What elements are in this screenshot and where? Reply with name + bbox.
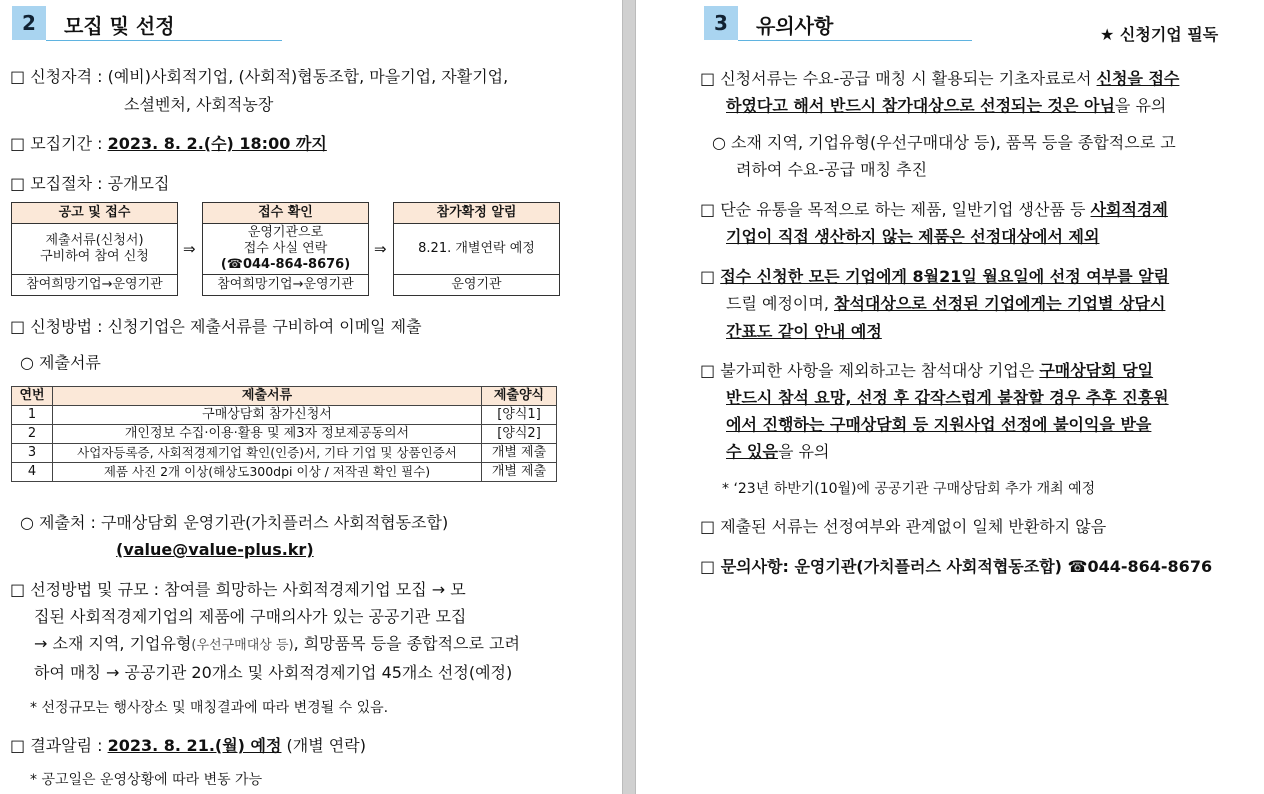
flow-step-1 — [11, 202, 178, 296]
docs-label: ○ 제출서류 — [20, 353, 101, 372]
table-cell: 제품 사진 2개 이상(해상도300dpi 이상 / 저작권 확인 필수) — [53, 463, 482, 482]
flow-step-2 — [202, 202, 369, 296]
note-item-4-line3: 에서 진행하는 구매상담회 등 지원사업 선정에 불이익을 받을 — [726, 415, 1152, 434]
selection-line4: 하여 매칭 → 공공기관 20개소 및 사회적경제기업 45개소 선정(예정) — [34, 663, 513, 682]
page-gutter — [622, 0, 636, 794]
method-line: □ 신청방법 : 신청기업은 제출서류를 구비하여 이메일 제출 — [10, 317, 422, 336]
selection-line1: □ 선정방법 및 규모 : 참여를 희망하는 사회적경제기업 모집 → 모 — [10, 580, 466, 599]
table-cell: 3 — [12, 444, 53, 463]
period-line — [10, 131, 327, 154]
note-text: 을 유의 — [777, 442, 830, 461]
table-row — [12, 463, 557, 482]
submit-to-line: ○ 제출처 : 구매상담회 운영기관(가치플러스 사회적협동조합) — [20, 513, 449, 532]
flow-step-3-header: 참가확정 알림 — [394, 203, 559, 224]
selection-line3-b: (우선구매대상 등) — [191, 638, 294, 653]
flow-step-3-body — [394, 223, 559, 274]
flow-step-3-body-line: 8.21. 개별연락 예정 — [418, 240, 535, 256]
note-emphasis: 사회적경제 — [1090, 200, 1168, 219]
note-item-3-line3: 간표도 같이 안내 예정 — [726, 322, 882, 341]
flow-step-2-body — [203, 223, 368, 274]
procedure-line: □ 모집절차 : 공개모집 — [10, 174, 170, 193]
note-item-1-line1 — [700, 66, 1179, 89]
result-note: * 공고일은 운영상황에 따라 변동 가능 — [30, 772, 263, 788]
table-cell: [양식2] — [482, 425, 557, 444]
flow-arrow: ⇒ — [374, 240, 387, 258]
note-emphasis: 구매상담회 당일 — [1039, 361, 1154, 380]
note-item-1-line2 — [726, 93, 1166, 116]
right-page — [636, 0, 1264, 794]
table-cell: 개별 제출 — [482, 444, 557, 463]
submit-email: (value@value-plus.kr) — [116, 540, 314, 559]
flow-step-1-header: 공고 및 접수 — [12, 203, 177, 224]
selection-line2: 집된 사회적경제기업의 제품에 구매의사가 있는 공공기관 모집 — [34, 607, 467, 626]
eligibility-line1: □ 신청자격 : (예비)사회적기업, (사회적)협동조합, 마을기업, 자활기업, — [10, 67, 509, 86]
note-text: □ — [700, 267, 721, 286]
note-emphasis: 참석대상으로 선정된 기업에게는 기업별 상담시 — [834, 294, 1166, 313]
result-value: 2023. 8. 21.(월) 예정 — [107, 736, 282, 755]
flow-step-1-body-line: 제출서류(신청서) — [45, 232, 144, 248]
table-cell: 구매상담회 참가신청서 — [53, 406, 482, 425]
note-item-6-contact: □ 문의사항: 운영기관(가치플러스 사회적협동조합) ☎044-864-8676 — [700, 557, 1213, 576]
selection-line3 — [34, 631, 520, 654]
table-cell: 4 — [12, 463, 53, 482]
documents-table — [11, 386, 557, 482]
table-cell: 개인정보 수집·이용·활용 및 제3자 정보제공동의서 — [53, 425, 482, 444]
left-page — [0, 0, 622, 794]
period-label: □ 모집기간 : — [10, 134, 108, 153]
note-item-3-line1 — [700, 264, 1169, 287]
table-cell: 개별 제출 — [482, 463, 557, 482]
table-row — [12, 406, 557, 425]
note-item-4-footnote: * ‘23년 하반기(10월)에 공공기관 구매상담회 추가 개최 예정 — [722, 481, 1096, 497]
table-cell: 1 — [12, 406, 53, 425]
section-number: 3 — [704, 6, 738, 40]
eligibility-line2: 소셜벤처, 사회적농장 — [124, 95, 274, 114]
table-row — [12, 425, 557, 444]
section-number: 2 — [12, 6, 46, 40]
flow-step-1-footer: 참여희망기업→운영기관 — [12, 274, 177, 295]
note-item-3-line2 — [726, 291, 1165, 314]
result-suffix: (개별 연락) — [281, 736, 366, 755]
note-item-4-line1 — [700, 358, 1153, 381]
flow-step-1-body — [12, 223, 177, 274]
period-value: 2023. 8. 2.(수) 18:00 까지 — [107, 134, 327, 153]
section-title: 모집 및 선정 — [64, 14, 175, 38]
flow-step-2-header: 접수 확인 — [203, 203, 368, 224]
note-emphasis: 하였다고 해서 반드시 참가대상으로 선정되는 것은 아님 — [726, 96, 1115, 115]
flow-step-1-body-line: 구비하여 참여 신청 — [40, 248, 149, 264]
note-text: □ 신청서류는 수요-공급 매칭 시 활용되는 기초자료로서 — [700, 69, 1097, 88]
note-emphasis: 신청을 접수 — [1096, 69, 1180, 88]
selection-line3-a: → 소재 지역, 기업유형 — [34, 634, 192, 653]
result-label: □ 결과알림 : — [10, 736, 108, 755]
table-header-row — [12, 387, 557, 406]
table-header-cell: 제출양식 — [482, 387, 557, 406]
flow-step-3 — [393, 202, 560, 296]
note-item-4-line2: 반드시 참석 요망, 선정 후 갑작스럽게 불참할 경우 추후 진흥원 — [726, 388, 1169, 407]
note-item-2-line2: 기업이 직접 생산하지 않는 제품은 선정대상에서 제외 — [726, 227, 1100, 246]
must-read-label: ★ 신청기업 필독 — [1100, 25, 1219, 44]
note-item-2-line1 — [700, 197, 1168, 220]
flow-step-2-body-line: 접수 사실 연락 — [243, 240, 328, 256]
result-line — [10, 733, 366, 756]
table-header-cell: 제출서류 — [53, 387, 482, 406]
note-emphasis: 접수 신청한 모든 기업에게 8월21일 월요일에 선정 여부를 알림 — [720, 267, 1170, 286]
table-row — [12, 444, 557, 463]
note-text: 드릴 예정이며, — [726, 294, 834, 313]
flow-step-2-body-line: 운영기관으로 — [247, 224, 324, 240]
selection-line3-c: , 희망품목 등을 종합적으로 고려 — [293, 634, 520, 653]
table-header-cell: 연번 — [12, 387, 53, 406]
note-item-1-sub-line2: 려하여 수요-공급 매칭 추진 — [736, 160, 928, 179]
table-cell: 2 — [12, 425, 53, 444]
note-text: □ 단순 유통을 목적으로 하는 제품, 일반기업 생산품 등 — [700, 200, 1091, 219]
section-underline — [46, 40, 282, 41]
table-cell: 사업자등록증, 사회적경제기업 확인(인증)서, 기타 기업 및 상품인증서 — [53, 444, 482, 463]
selection-note: * 선정규모는 행사장소 및 매칭결과에 따라 변경될 수 있음. — [30, 700, 389, 716]
note-emphasis: 수 있음 — [726, 442, 778, 461]
flow-step-2-phone: (☎044-864-8676) — [220, 256, 351, 272]
table-cell: [양식1] — [482, 406, 557, 425]
note-text: 을 유의 — [1114, 96, 1167, 115]
section-title: 유의사항 — [756, 14, 834, 38]
note-item-5: □ 제출된 서류는 선정여부와 관계없이 일체 반환하지 않음 — [700, 517, 1107, 536]
note-item-1-sub-line1: ○ 소재 지역, 기업유형(우선구매대상 등), 품목 등을 종합적으로 고 — [712, 133, 1176, 152]
flow-arrow: ⇒ — [183, 240, 196, 258]
flow-step-3-footer: 운영기관 — [394, 274, 559, 295]
note-item-4-line4 — [726, 439, 829, 462]
flow-step-2-footer: 참여희망기업→운영기관 — [203, 274, 368, 295]
section-underline — [738, 40, 972, 41]
note-text: □ 불가피한 사항을 제외하고는 참석대상 기업은 — [700, 361, 1040, 380]
